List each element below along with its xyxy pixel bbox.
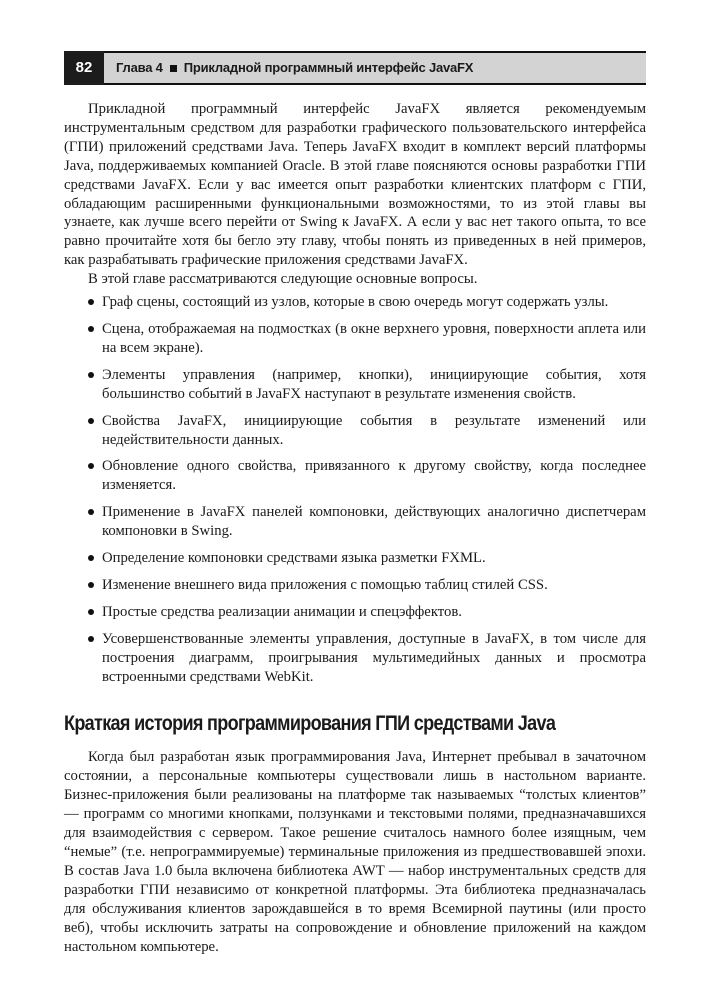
- page-number: 82: [64, 51, 104, 85]
- bullet-icon: [88, 299, 94, 305]
- list-item-text: Сцена, отображаемая на подмостках (в окне верхнего уровня, поверхности аплета или на всем экране).: [102, 320, 646, 356]
- list-item-text: Граф сцены, состоящий из узлов, которые в свою очередь могут содержать узлы.: [102, 294, 609, 311]
- list-item-text: Обновление одного свойства, привязанного к другому свойству, когда последнее изменяется.: [102, 458, 646, 494]
- section-paragraph: Когда был разработан язык программирования Java, Интернет пребывал в зачаточном состоянии, а персональные компьютеры существовали лишь в настольном варианте. Бизнес-приложения были реализованы на платформе так называемых “толстых клиентов” — программ со многими кнопками, ползунками и текстовыми полями, предназначавшихся для взаимодействия с сервером. Такое решение считалось намного более изящным, чем “немые” (т.е. непрограммируемые) терминальные приложения из предшествовавшей эпохи. В состав Java 1.0 была включена библиотека AWT — набор инструментальных средств для разработки ГПИ независимо от конкретной платформы. Эта библиотека предназначалась для обслуживания клиентов зарождавшейся в то время Всемирной паутины (или просто веб), чтобы исключить затраты на сопровождение и обновление приложений на каждом настольном компьютере.: [64, 749, 646, 955]
- list-item: [64, 457, 646, 495]
- bullet-icon: [88, 418, 94, 424]
- list-item: [64, 366, 646, 404]
- list-item-text: Изменение внешнего вида приложения с помощью таблиц стилей CSS.: [102, 576, 548, 593]
- list-item: [64, 576, 646, 595]
- list-item-text: Усовершенствованные элементы управления, доступные в JavaFX, в том числе для построения диаграмм, проигрывания мультимедийных данных и просмотра встроенными средствами WebKit.: [102, 630, 646, 685]
- list-item: [64, 320, 646, 358]
- bullet-icon: [88, 555, 94, 561]
- list-item-text: Определение компоновки средствами языка разметки FXML.: [102, 550, 486, 567]
- chapter-title: Прикладной программный интерфейс JavaFX: [183, 60, 474, 75]
- list-item: [64, 630, 646, 687]
- page-body: [64, 100, 646, 956]
- running-head: [116, 53, 473, 83]
- intro-paragraph: Прикладной программный интерфейс JavaFX является рекомендуемым инструментальным средством для разработки графического пользовательского интерфейса (ГПИ) приложений средствами Java. Теперь JavaFX входит в комплект версий платформы Java, поддерживаемых компанией Oracle. В этой главе поясняются основы разработки ГПИ средствами JavaFX. Если у вас имеется опыт разработки клиентских платформ с ГПИ, обладающим расширенными функциональными возможностями, то из этой главы вы узнаете, как лучше всего перейти от Swing к JavaFX. А если у вас нет такого опыта, то все равно прочитайте хотя бы бегло эту главу, чтобы понять из приведенных в ней примеров, как разрабатывать графические приложения средствами JavaFX.: [64, 101, 646, 269]
- square-separator-icon: [170, 65, 177, 72]
- list-item: [64, 412, 646, 450]
- list-item: [64, 603, 646, 622]
- list-item-text: Свойства JavaFX, инициирующие события в результате изменений или недействительности данных.: [102, 412, 646, 448]
- bullet-icon: [88, 636, 94, 642]
- list-item-text: Применение в JavaFX панелей компоновки, действующих аналогично диспетчерам компоновки в Swing.: [102, 504, 646, 540]
- bullet-icon: [88, 326, 94, 332]
- running-header: [64, 51, 646, 85]
- topics-list: [64, 293, 646, 686]
- list-item: [64, 549, 646, 568]
- list-item: [64, 293, 646, 312]
- intro-paragraph: В этой главе рассматриваются следующие основные вопросы.: [88, 271, 478, 288]
- list-item: [64, 503, 646, 541]
- bullet-icon: [88, 463, 94, 469]
- list-item-text: Простые средства реализации анимации и спецэффектов.: [102, 603, 462, 620]
- section-heading: Краткая история программирования ГПИ средствами Java: [64, 712, 556, 736]
- chapter-label: Глава 4: [116, 60, 163, 75]
- list-item-text: Элементы управления (например, кнопки), инициирующие события, хотя большинство событий в JavaFX наступают в результате изменения свойств.: [102, 366, 646, 402]
- bullet-icon: [88, 509, 94, 515]
- bullet-icon: [88, 609, 94, 615]
- bullet-icon: [88, 582, 94, 588]
- bullet-icon: [88, 372, 94, 378]
